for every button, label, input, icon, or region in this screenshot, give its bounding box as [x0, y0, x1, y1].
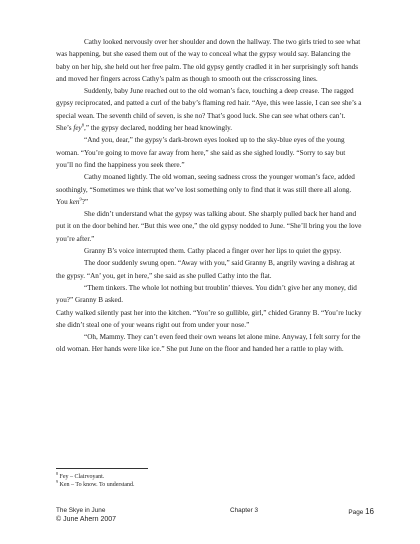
footnote-9	[56, 481, 356, 489]
page-label: Page	[348, 509, 364, 516]
page-footer	[56, 507, 374, 531]
book-title: The Skye in June	[56, 507, 106, 514]
paragraph-5: She didn’t understand what the gypsy was talking about. She sharply pulled back her hand and put it on the door behind her. “But this wee one,” the old gypsy nodded to June. “She’ll bring you the love you’re after.”	[56, 210, 362, 243]
page-number: 16	[365, 507, 374, 516]
paragraph-7: The door suddenly swung open. “Away with you,” said Granny B, angrily waving a dishrag at the gypsy. “An’ you, get in here,” she said as she pulled Cathy into the flat.	[56, 259, 355, 280]
paragraph-8: “Them tinkers. The whole lot nothing but troublin’ thieves. You didn’t give her any money, did you?” Granny B asked.	[56, 283, 357, 305]
paragraph-6: Granny B’s voice interrupted them. Cathy placed a finger over her lips to quiet the gypsy.	[84, 247, 342, 256]
paragraph-4-text: Cathy moaned lightly. The old woman, seeing sadness cross the younger woman’s face, added soothingly, “Sometimes we think that we’ve lost something only to find that it was still there all along. You	[56, 173, 355, 206]
paragraph-2	[56, 85, 362, 134]
copyright: © June Ahern 2007	[56, 516, 117, 523]
paragraph-1: Cathy looked nervously over her shoulder and down the hallway. The two girls tried to see what was happening, but she eased them out of the way to conceal what the gypsy would say. Balancing the baby on her hip, she held out her free palm. The old gypsy gently cradled it in her surprisingly soft hands and moved her fingers across Cathy’s palm as though to smooth out the crisscrossing lines.	[56, 38, 361, 83]
page-indicator	[348, 507, 374, 516]
paragraph-3: “And you, dear,” the gypsy’s dark-brown eyes looked up to the sky-blue eyes of the young woman. “You’re going to move far away from here,” she said as she sighed loudly. “Sorry to say but you’ll no find the happiness you seek there.”	[56, 136, 346, 169]
footnote-9-mark: 9	[56, 479, 58, 485]
paragraph-4-tail: ?”	[81, 197, 89, 206]
fey-word: fey	[73, 124, 82, 133]
paragraph-2-tail: ,” the gypsy declared, nodding her head knowingly.	[84, 124, 233, 133]
paragraph-4	[56, 171, 362, 208]
paragraph-9: Cathy walked silently past her into the kitchen. “You’re so gullible, girl,” chided Granny B. “You’re lucky she didn’t steal one of your weans right out from under your nose.”	[56, 308, 362, 329]
chapter-label: Chapter 3	[230, 507, 259, 514]
paragraph-2-text: Suddenly, baby June reached out to the old woman’s face, touching a deep crease. The ragged gypsy reciprocated, and patted a curl of the baby’s flaming red hair. “Aye, this wee lassie, I can see she’s a special wean. The seventh child of seven, is she no? That’s good luck. She can see what others can’t. She’s	[56, 87, 362, 133]
footnote-9-text: Ken – To know. To understand.	[58, 482, 135, 489]
body-text	[56, 36, 362, 356]
footnote-ref-8[interactable]: 8	[81, 122, 85, 128]
footnote-divider	[56, 468, 148, 469]
footnote-8	[56, 473, 356, 481]
paragraph-10: “Oh, Mammy. They can’t even feed their own weans let alone mine. Anyway, I felt sorry for the old woman. Her hands were like ice.” She put June on the floor and handed her a rattle to play with.	[56, 333, 361, 354]
footnote-ref-9[interactable]: 9	[79, 196, 82, 202]
footnotes	[56, 473, 356, 490]
ken-word: ken	[69, 197, 80, 206]
footnote-8-text: Fey – Clairvoyant.	[58, 474, 105, 480]
footnote-8-mark: 8	[56, 471, 58, 476]
